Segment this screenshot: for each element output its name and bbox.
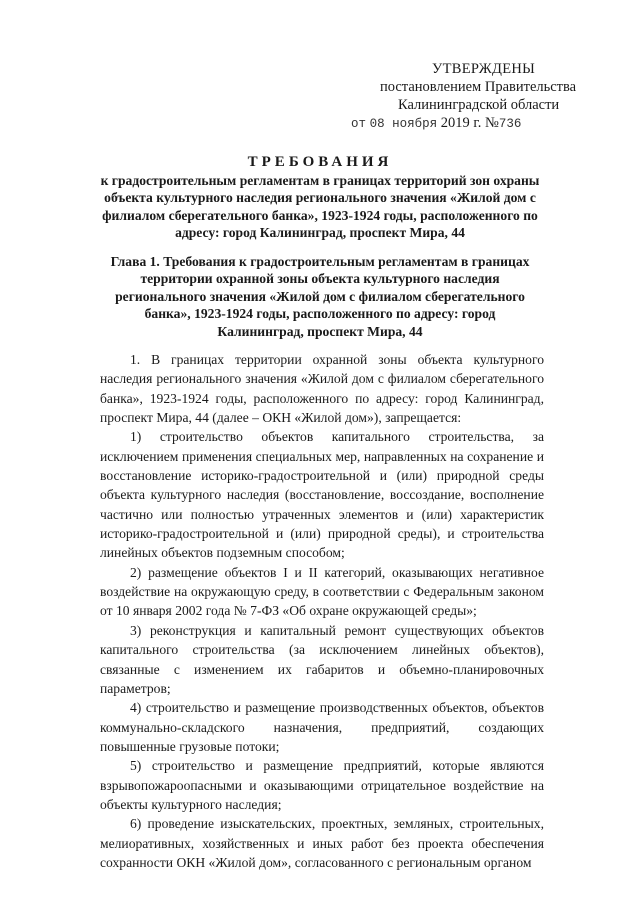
approval-date-line	[340, 114, 580, 133]
list-item-6: 6) проведение изыскательских, проектных, земляных, строительных, мелиоративных, хозяйственных и иных работ без проекта обеспечения сохранности ОКН «Жилой дом», согласованного с региональным органом	[100, 816, 544, 870]
approval-line-government: постановлением Правительства	[380, 79, 577, 95]
list-item-4: 4) строительство и размещение производственных объектов, объектов коммунально-складского назначения, предприятий, создающих повышенные грузовые потоки;	[100, 700, 544, 754]
list-item-3: 3) реконструкция и капитальный ремонт существующих объектов капитального строительства (за исключением линейных объектов), связанные с изменением их габаритов и объемно-планировочных параметров;	[100, 622, 544, 696]
date-prefix: от	[351, 117, 367, 131]
approval-title: УТВЕРЖДЕНЫ	[432, 61, 536, 77]
approval-line-region: Калининградской области	[398, 97, 560, 113]
document-title: ТРЕБОВАНИЯ	[247, 154, 393, 170]
paragraph-1: 1. В границах территории охранной зоны объекта культурного наследия регионального значения «Жилой дом с филиалом сберегательного банка», 1923-1924 годы, расположенного по адресу: город Калининград, проспект Мира, 44 (далее – ОКН «Жилой дом»), запрещается:	[100, 352, 544, 426]
approval-block	[340, 60, 580, 133]
list-item-1: 1) строительство объектов капитального строительства, за исключением применения специальных мер, направленных на сохранение и восстановление историко-градостроительной и (или) природной среды объекта культурного наследия (восстановление, воссоздание, восполнение частично или полностью утраченных элементов и (или) характеристик историко-градостроительной и (или) природной среды), и строительства линейных объектов подземным способом;	[100, 429, 544, 561]
approval-number: 736	[498, 117, 522, 131]
number-sign: №	[484, 115, 499, 131]
list-item-2: 2) размещение объектов I и II категорий, оказывающих негативное воздействие на окружающую среду, в соответствии с Федеральным законом от 10 января 2002 года № 7-ФЗ «Об охране окружающей среды»;	[100, 564, 544, 619]
approval-year: 2019 г.	[440, 115, 482, 131]
document-body	[100, 350, 544, 872]
date-filled: 08 ноября	[369, 117, 438, 131]
document-subtitle: к градостроительным регламентам в границах территорий зон охраны объекта культурного наследия регионального значения «Жилой дом с филиалом сберегательного банка», 1923-1924 годы, расположенного по адресу: город Калининград, проспект Мира, 44	[100, 173, 540, 241]
list-item-5: 5) строительство и размещение предприятий, которые являются взрывопожароопасными и оказывающими отрицательное воздействие на объекты культурного наследия;	[100, 758, 544, 812]
chapter-heading: Глава 1. Требования к градостроительным регламентам в границах территории охранной зоны объекта культурного наследия регионального значения «Жилой дом с филиалом сберегательного банка», 1923-1924 годы, расположенного по адресу: город Калининград, проспект Мира, 44	[110, 254, 530, 339]
